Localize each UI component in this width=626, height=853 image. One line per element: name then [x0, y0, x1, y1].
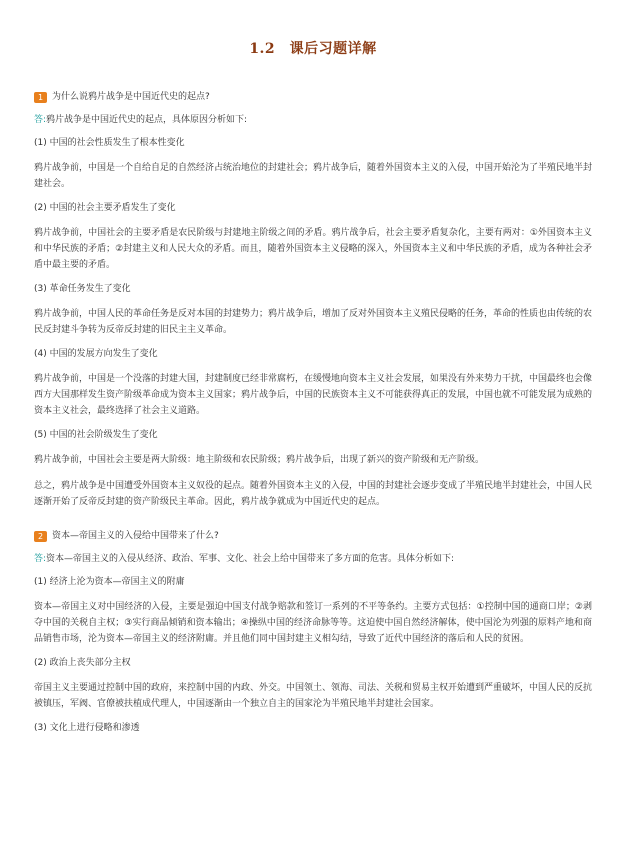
answer-label: 答: [34, 115, 47, 125]
item-paragraph: 资本—帝国主义对中国经济的入侵，主要是强迫中国支付战争赔款和签订一系列的不平等条约。主要方式包括：①控制中国的通商口岸；②剥夺中国的关税自主权；③实行商品倾销和资本输出；④操纵中国的经济命脉等等。这迫使中国自然经济解体，使中国沦为列强的原料产地和商品销售市场，沦为资本—帝国主义的经济附庸。并且他们同中国封建主义相勾结，导致了近代中国经济的落后和人民的贫困。 [34, 602, 592, 644]
answer-text: 鸦片战争是中国近代史的起点，具体原因分析如下: [46, 115, 248, 125]
item-paragraph: 鸦片战争前，中国是一个没落的封建大国，封建制度已经非常腐朽，在缓慢地向资本主义社会发展，如果没有外来势力干扰，中国最终也会像西方大国那样发生资产阶级革命成为资本主义国家；鸦片战争后，中国的民族资本主义不可能获得真正的发展，中国也就不可能发展为成熟的资本主义社会，最终选择了社会主义道路。 [34, 374, 593, 416]
question-number-badge: 2 [34, 531, 47, 542]
item-heading: (1) 经济上沦为资本—帝国主义的附庸 [34, 577, 185, 587]
item-heading: (2) 中国的社会主要矛盾发生了变化 [34, 203, 176, 213]
question-1 [34, 91, 592, 104]
answer-text: 资本—帝国主义的入侵从经济、政治、军事、文化、社会上给中国带来了多方面的危害。具体分析如下: [46, 554, 455, 564]
item-paragraph: 鸦片战争前，中国是一个自给自足的自然经济占统治地位的封建社会；鸦片战争后，随着外国资本主义的入侵，中国开始沦为了半殖民地半封建社会。 [34, 163, 593, 189]
item-heading: (1) 中国的社会性质发生了根本性变化 [34, 138, 185, 148]
question-number-badge: 1 [34, 92, 47, 103]
item-paragraph: 鸦片战争前，中国人民的革命任务是反对本国的封建势力；鸦片战争后，增加了反对外国资本主义殖民侵略的任务，革命的性质也由传统的农民反封建斗争转为反帝反封建的旧民主主义革命。 [34, 309, 593, 335]
question-2 [34, 530, 592, 543]
item-paragraph: 鸦片战争前，中国社会的主要矛盾是农民阶级与封建地主阶级之间的矛盾。鸦片战争后，社会主要矛盾复杂化，主要有两对：①外国资本主义和中华民族的矛盾；②封建主义和人民大众的矛盾。而且，随着外国资本主义侵略的深入，外国资本主义和中华民族的矛盾，成为各种社会矛盾中最主要的矛盾。 [34, 228, 592, 270]
question-text: 为什么说鸦片战争是中国近代史的起点? [52, 92, 210, 102]
item-heading: (2) 政治上丧失部分主权 [34, 658, 131, 668]
item-paragraph: 鸦片战争前，中国社会主要是两大阶级：地主阶级和农民阶级；鸦片战争后，出现了新兴的资产阶级和无产阶级。 [34, 455, 485, 465]
item-heading: (4) 中国的发展方向发生了变化 [34, 349, 158, 359]
answer-label: 答: [34, 554, 47, 564]
item-heading: (3) 革命任务发生了变化 [34, 284, 131, 294]
question-text: 资本—帝国主义的入侵给中国带来了什么? [52, 531, 219, 541]
item-heading: (5) 中国的社会阶级发生了变化 [34, 430, 158, 440]
item-heading: (3) 文化上进行侵略和渗透 [34, 723, 140, 733]
content [34, 91, 592, 745]
answer-intro-1 [34, 114, 592, 127]
summary-paragraph: 总之，鸦片战争是中国遭受外国资本主义奴役的起点。随着外国资本主义的入侵，中国的封建社会逐步变成了半殖民地半封建社会，中国人民逐渐开始了反帝反封建的资产阶级民主革命。因此，鸦片战争就成为中国近代史的起点。 [34, 481, 593, 507]
answer-intro-2 [34, 553, 592, 566]
page-title: 1.2 课后习题详解 [249, 41, 377, 57]
item-paragraph: 帝国主义主要通过控制中国的政府，来控制中国的内政、外交。中国领土、领海、司法、关税和贸易主权开始遭到严重破坏，中国人民的反抗被镇压，军阀、官僚被扶植成代理人，中国逐渐由一个独立自主的国家沦为半殖民地半封建社会国家。 [34, 683, 593, 709]
